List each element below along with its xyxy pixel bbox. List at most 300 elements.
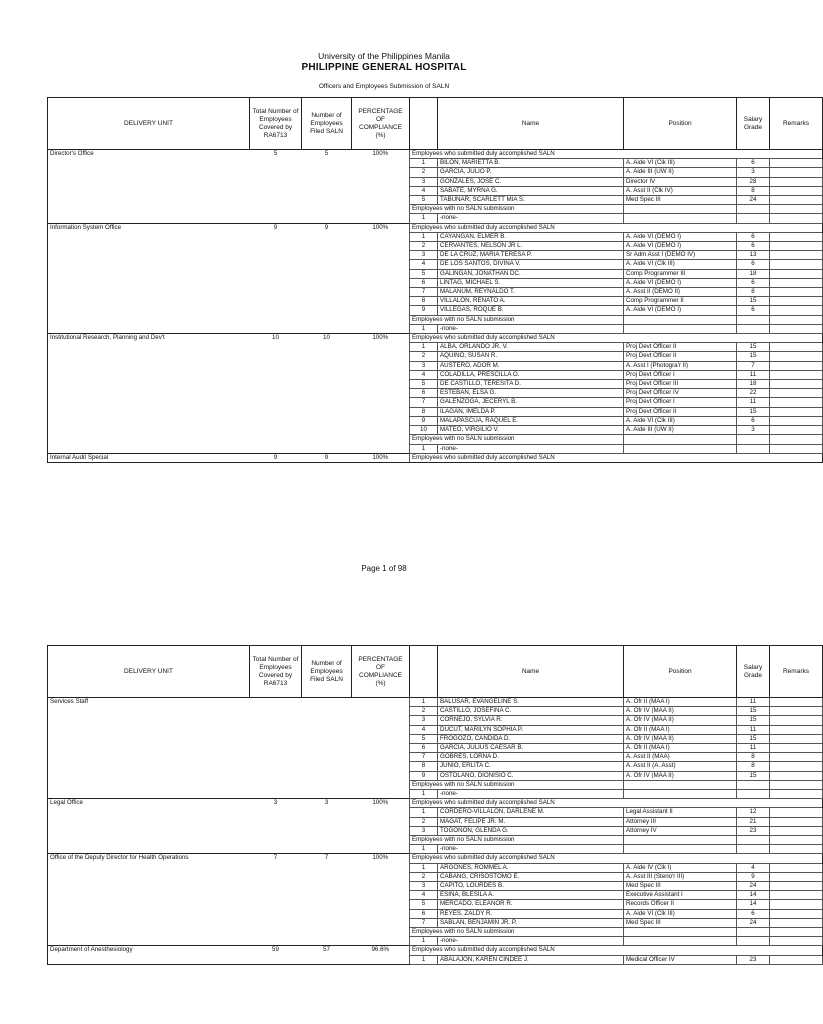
salary-grade: 18 xyxy=(737,380,770,389)
employee-name: CABANG, CRISOSTOMO E. xyxy=(438,872,624,881)
salary-grade: 8 xyxy=(737,762,770,771)
table-row-none xyxy=(48,324,823,333)
unit-spacer xyxy=(250,278,302,287)
salary-grade: 11 xyxy=(737,725,770,734)
salary-grade: 24 xyxy=(737,196,770,205)
remarks-cell xyxy=(770,398,823,407)
remarks-cell xyxy=(770,297,823,306)
row-number: 7 xyxy=(410,918,438,927)
remarks-cell xyxy=(770,928,823,937)
unit-spacer xyxy=(250,324,302,333)
no-submission-label: Employees with no SALN submission xyxy=(410,836,624,845)
employee-name: DE LOS SANTOS, DIVINA V. xyxy=(438,260,624,269)
employee-position: A. Aide IV (Clk I) xyxy=(624,863,737,872)
remarks-cell xyxy=(770,716,823,725)
unit-spacer xyxy=(302,955,352,964)
table-row xyxy=(48,361,823,370)
employee-position: Proj Devt Officer II xyxy=(624,343,737,352)
grade-cell xyxy=(737,315,770,324)
row-number: 3 xyxy=(410,177,438,186)
employee-name: ALBA, ORLANDO JR. V. xyxy=(438,343,624,352)
employee-name: CASTILLO, JOSEFINA C. xyxy=(438,707,624,716)
unit-spacer xyxy=(352,232,410,241)
remarks-cell xyxy=(770,863,823,872)
unit-spacer xyxy=(250,707,302,716)
remarks-cell xyxy=(770,186,823,195)
col-header-salary-grade: Salary Grade xyxy=(737,646,770,698)
employee-position: Attorney IV xyxy=(624,826,737,835)
salary-grade: 14 xyxy=(737,891,770,900)
unit-spacer xyxy=(302,315,352,324)
employee-position: Proj Devt Officer IV xyxy=(624,389,737,398)
employee-name: GALINGAN, JONATHAN DC. xyxy=(438,269,624,278)
table-row-nosub xyxy=(48,205,823,214)
unit-spacer xyxy=(302,380,352,389)
unit-spacer xyxy=(352,808,410,817)
unit-spacer xyxy=(48,389,250,398)
unit-spacer xyxy=(250,214,302,223)
unit-spacer xyxy=(250,168,302,177)
unit-spacer xyxy=(250,909,302,918)
unit-spacer xyxy=(352,872,410,881)
position-cell xyxy=(624,845,737,854)
employee-name: OSTOLANO, DIONISIO C. xyxy=(438,771,624,780)
grade-cell xyxy=(737,444,770,453)
employee-name: GARCIA, JULIUS CAESAR B. xyxy=(438,744,624,753)
unit-spacer xyxy=(250,716,302,725)
employee-position: A. Aide VI (Clk III) xyxy=(624,260,737,269)
compliance-percentage: 100% xyxy=(352,223,410,232)
employee-position: Comp Programmer III xyxy=(624,269,737,278)
unit-spacer xyxy=(48,882,250,891)
unit-spacer xyxy=(302,426,352,435)
employee-name: CORNEJO, SYLVIA R. xyxy=(438,716,624,725)
remarks-cell xyxy=(770,306,823,315)
compliance-percentage: 100% xyxy=(352,453,410,462)
submitted-label: Employees who submitted duly accomplished SALN xyxy=(410,946,823,955)
table-row xyxy=(48,762,823,771)
row-number: 1 xyxy=(410,955,438,964)
unit-spacer xyxy=(302,361,352,370)
row-number: 1 xyxy=(410,808,438,817)
unit-spacer xyxy=(302,214,352,223)
col-header-position: Position xyxy=(624,98,737,150)
none-label: -none- xyxy=(438,845,624,854)
table-row xyxy=(48,955,823,964)
employee-name: BALUSAR, EVANGELINE S. xyxy=(438,698,624,707)
unit-spacer xyxy=(48,771,250,780)
unit-spacer xyxy=(48,734,250,743)
unit-spacer xyxy=(250,882,302,891)
employee-position: Sr Adm Asst I (DEMO IV) xyxy=(624,251,737,260)
no-submission-label: Employees with no SALN submission xyxy=(410,315,624,324)
unit-spacer xyxy=(48,407,250,416)
table-row xyxy=(48,725,823,734)
salary-grade: 9 xyxy=(737,872,770,881)
unit-spacer xyxy=(352,836,410,845)
employee-name: ABALAJON, KAREN CINDEE J. xyxy=(438,955,624,964)
unit-spacer xyxy=(352,863,410,872)
row-number: 1 xyxy=(410,343,438,352)
row-number: 6 xyxy=(410,278,438,287)
unit-spacer xyxy=(48,845,250,854)
filed-saln-count: 57 xyxy=(302,946,352,955)
unit-spacer xyxy=(352,725,410,734)
remarks-cell xyxy=(770,780,823,789)
unit-spacer xyxy=(250,955,302,964)
remarks-cell xyxy=(770,918,823,927)
table-row-none xyxy=(48,790,823,799)
filed-saln-count: 3 xyxy=(302,799,352,808)
col-header-remarks: Remarks xyxy=(770,646,823,698)
row-number: 2 xyxy=(410,168,438,177)
unit-spacer xyxy=(250,928,302,937)
row-number: 4 xyxy=(410,725,438,734)
unit-spacer xyxy=(302,753,352,762)
unit-spacer xyxy=(302,389,352,398)
row-number: 2 xyxy=(410,352,438,361)
unit-spacer xyxy=(250,242,302,251)
salary-grade: 8 xyxy=(737,186,770,195)
unit-spacer xyxy=(352,780,410,789)
delivery-unit-name: Services Staff xyxy=(48,698,250,707)
compliance-percentage: 100% xyxy=(352,150,410,159)
table-row xyxy=(48,426,823,435)
unit-spacer xyxy=(352,416,410,425)
salary-grade: 21 xyxy=(737,817,770,826)
unit-spacer xyxy=(48,900,250,909)
table-row-banner xyxy=(48,334,823,343)
unit-spacer xyxy=(48,177,250,186)
unit-spacer xyxy=(250,836,302,845)
table-row xyxy=(48,177,823,186)
unit-spacer xyxy=(352,762,410,771)
table-row xyxy=(48,817,823,826)
table-row xyxy=(48,900,823,909)
table-row xyxy=(48,707,823,716)
compliance-percentage: 96.6% xyxy=(352,946,410,955)
remarks-cell xyxy=(770,882,823,891)
unit-spacer xyxy=(302,826,352,835)
unit-spacer xyxy=(250,826,302,835)
remarks-cell xyxy=(770,444,823,453)
unit-spacer xyxy=(302,836,352,845)
unit-spacer xyxy=(352,297,410,306)
unit-spacer xyxy=(250,808,302,817)
unit-spacer xyxy=(352,918,410,927)
unit-spacer xyxy=(48,196,250,205)
row-number: 8 xyxy=(410,762,438,771)
saln-table-page-2 xyxy=(47,645,823,965)
submitted-label: Employees who submitted duly accomplished SALN xyxy=(410,453,823,462)
unit-spacer xyxy=(250,232,302,241)
col-header-delivery-unit: DELIVERY UNIT xyxy=(48,646,250,698)
hospital-name: PHILIPPINE GENERAL HOSPITAL xyxy=(301,62,467,73)
remarks-cell xyxy=(770,707,823,716)
unit-spacer xyxy=(48,872,250,881)
unit-spacer xyxy=(250,315,302,324)
unit-spacer xyxy=(250,416,302,425)
unit-spacer xyxy=(250,817,302,826)
table-row xyxy=(48,398,823,407)
unit-spacer xyxy=(250,205,302,214)
row-number: 4 xyxy=(410,891,438,900)
position-cell xyxy=(624,315,737,324)
total-employees xyxy=(250,698,302,707)
salary-grade: 3 xyxy=(737,168,770,177)
employee-position: A. Aide VI (Clk III) xyxy=(624,909,737,918)
salary-grade: 15 xyxy=(737,771,770,780)
col-header-total-employees: Total Number of Employees Covered by RA6713 xyxy=(250,646,302,698)
delivery-unit-name: Information System Office xyxy=(48,223,250,232)
employee-position: A. Asst III (Steno'r III) xyxy=(624,872,737,881)
employee-position: A. Ofr II (MAA I) xyxy=(624,725,737,734)
no-submission-label: Employees with no SALN submission xyxy=(410,435,624,444)
grade-cell xyxy=(737,937,770,946)
unit-spacer xyxy=(250,863,302,872)
row-number: 7 xyxy=(410,753,438,762)
unit-spacer xyxy=(302,928,352,937)
remarks-cell xyxy=(770,251,823,260)
employee-position: Proj Devt Officer I xyxy=(624,370,737,379)
compliance-percentage: 100% xyxy=(352,799,410,808)
table-row xyxy=(48,288,823,297)
unit-spacer xyxy=(352,251,410,260)
salary-grade: 7 xyxy=(737,361,770,370)
table-row xyxy=(48,416,823,425)
table-row xyxy=(48,407,823,416)
unit-spacer xyxy=(352,891,410,900)
unit-spacer xyxy=(48,380,250,389)
salary-grade: 14 xyxy=(737,900,770,909)
row-number: 9 xyxy=(410,306,438,315)
table-row xyxy=(48,744,823,753)
unit-spacer xyxy=(250,725,302,734)
table-row xyxy=(48,159,823,168)
unit-spacer xyxy=(250,260,302,269)
salary-grade: 13 xyxy=(737,251,770,260)
unit-spacer xyxy=(48,762,250,771)
unit-spacer xyxy=(250,744,302,753)
row-number: 1 xyxy=(410,937,438,946)
unit-spacer xyxy=(48,435,250,444)
remarks-cell xyxy=(770,278,823,287)
employee-position: A. Aide VI (DEMO I) xyxy=(624,278,737,287)
unit-spacer xyxy=(250,370,302,379)
table-row-none xyxy=(48,937,823,946)
filed-saln-count: 5 xyxy=(302,150,352,159)
remarks-cell xyxy=(770,370,823,379)
table-row-none xyxy=(48,214,823,223)
unit-spacer xyxy=(302,891,352,900)
table-row xyxy=(48,306,823,315)
remarks-cell xyxy=(770,361,823,370)
filed-saln-count: 7 xyxy=(302,854,352,863)
unit-spacer xyxy=(352,435,410,444)
unit-spacer xyxy=(302,845,352,854)
position-cell xyxy=(624,214,737,223)
table-row-nosub xyxy=(48,780,823,789)
submitted-label: Employees who submitted duly accomplished SALN xyxy=(410,334,823,343)
unit-spacer xyxy=(302,744,352,753)
salary-grade: 3 xyxy=(737,426,770,435)
unit-spacer xyxy=(302,186,352,195)
salary-grade: 6 xyxy=(737,416,770,425)
row-number: 6 xyxy=(410,744,438,753)
grade-cell xyxy=(737,324,770,333)
unit-spacer xyxy=(352,177,410,186)
employee-position: Medical Officer IV xyxy=(624,955,737,964)
row-number: 5 xyxy=(410,900,438,909)
salary-grade: 6 xyxy=(737,306,770,315)
unit-spacer xyxy=(352,352,410,361)
row-number: 1 xyxy=(410,698,438,707)
unit-spacer xyxy=(48,398,250,407)
unit-spacer xyxy=(48,306,250,315)
none-label: -none- xyxy=(438,937,624,946)
unit-spacer xyxy=(302,407,352,416)
unit-spacer xyxy=(352,343,410,352)
unit-spacer xyxy=(302,725,352,734)
total-employees: 7 xyxy=(250,854,302,863)
employee-position: Director IV xyxy=(624,177,737,186)
employee-name: LINTAG, MICHAEL S. xyxy=(438,278,624,287)
unit-spacer xyxy=(250,177,302,186)
delivery-unit-name: Institutional Research, Planning and Dev't xyxy=(48,334,250,343)
unit-spacer xyxy=(302,343,352,352)
table-row-banner xyxy=(48,223,823,232)
unit-spacer xyxy=(352,882,410,891)
employee-position: A. Ofr IV (MAA II) xyxy=(624,707,737,716)
unit-spacer xyxy=(250,444,302,453)
unit-spacer xyxy=(302,297,352,306)
remarks-cell xyxy=(770,826,823,835)
employee-position: A. Asst II (MAA) xyxy=(624,753,737,762)
unit-spacer xyxy=(48,269,250,278)
employee-name: ARGONES, ROMMEL A. xyxy=(438,863,624,872)
unit-spacer xyxy=(302,444,352,453)
unit-spacer xyxy=(302,734,352,743)
remarks-cell xyxy=(770,872,823,881)
unit-spacer xyxy=(352,407,410,416)
salary-grade: 6 xyxy=(737,260,770,269)
table-row xyxy=(48,380,823,389)
unit-spacer xyxy=(302,900,352,909)
unit-spacer xyxy=(352,380,410,389)
unit-spacer xyxy=(302,918,352,927)
row-number: 7 xyxy=(410,398,438,407)
salary-grade: 15 xyxy=(737,343,770,352)
row-number: 10 xyxy=(410,426,438,435)
unit-spacer xyxy=(48,891,250,900)
grade-cell xyxy=(737,435,770,444)
unit-spacer xyxy=(302,324,352,333)
remarks-cell xyxy=(770,435,823,444)
compliance-percentage: 100% xyxy=(352,854,410,863)
employee-name: ESTEBAN, ELSA G. xyxy=(438,389,624,398)
unit-spacer xyxy=(48,909,250,918)
unit-spacer xyxy=(48,928,250,937)
employee-name: BILON, MARIETTA B. xyxy=(438,159,624,168)
table-row xyxy=(48,297,823,306)
unit-spacer xyxy=(352,186,410,195)
delivery-unit-name: Legal Office xyxy=(48,799,250,808)
salary-grade: 6 xyxy=(737,242,770,251)
unit-spacer xyxy=(352,398,410,407)
unit-spacer xyxy=(352,196,410,205)
unit-spacer xyxy=(352,707,410,716)
unit-spacer xyxy=(302,762,352,771)
table-row-none xyxy=(48,845,823,854)
employee-position: A. Ofr II (MAA I) xyxy=(624,744,737,753)
unit-spacer xyxy=(302,288,352,297)
col-header-delivery-unit: DELIVERY UNIT xyxy=(48,98,250,150)
col-header-number xyxy=(410,646,438,698)
remarks-cell xyxy=(770,380,823,389)
employee-name: GOBRES, LORNA D. xyxy=(438,753,624,762)
remarks-cell xyxy=(770,891,823,900)
salary-grade: 22 xyxy=(737,389,770,398)
table-row xyxy=(48,808,823,817)
col-header-remarks: Remarks xyxy=(770,98,823,150)
submitted-label: Employees who submitted duly accomplished SALN xyxy=(410,150,823,159)
row-number: 5 xyxy=(410,734,438,743)
table-row xyxy=(48,753,823,762)
unit-spacer xyxy=(250,937,302,946)
table-row xyxy=(48,826,823,835)
table-row-nosub xyxy=(48,836,823,845)
table-row xyxy=(48,891,823,900)
unit-spacer xyxy=(352,937,410,946)
table-row-banner xyxy=(48,799,823,808)
total-employees: 5 xyxy=(250,150,302,159)
remarks-cell xyxy=(770,836,823,845)
row-number: 2 xyxy=(410,872,438,881)
unit-spacer xyxy=(302,863,352,872)
unit-spacer xyxy=(302,771,352,780)
employee-position: Med Spec III xyxy=(624,882,737,891)
row-number: 9 xyxy=(410,416,438,425)
unit-spacer xyxy=(302,882,352,891)
unit-spacer xyxy=(302,435,352,444)
position-cell xyxy=(624,790,737,799)
remarks-cell xyxy=(770,937,823,946)
unit-spacer xyxy=(352,817,410,826)
remarks-cell xyxy=(770,753,823,762)
filed-saln-count: 10 xyxy=(302,334,352,343)
unit-spacer xyxy=(250,734,302,743)
unit-spacer xyxy=(48,744,250,753)
employee-position: Proj Devt Officer II xyxy=(624,407,737,416)
unit-spacer xyxy=(250,900,302,909)
row-number: 3 xyxy=(410,716,438,725)
unit-spacer xyxy=(250,872,302,881)
table-header-row xyxy=(48,98,823,150)
table-row-banner xyxy=(48,946,823,955)
filed-saln-count xyxy=(302,698,352,707)
filed-saln-count: 9 xyxy=(302,223,352,232)
unit-spacer xyxy=(352,771,410,780)
unit-spacer xyxy=(250,753,302,762)
salary-grade: 6 xyxy=(737,278,770,287)
employee-name: GALENZOGA, JECERYL B. xyxy=(438,398,624,407)
remarks-cell xyxy=(770,205,823,214)
remarks-cell xyxy=(770,242,823,251)
table-row-nosub xyxy=(48,928,823,937)
salary-grade: 15 xyxy=(737,407,770,416)
employee-name: COLADILLA, PRESCILLA O. xyxy=(438,370,624,379)
unit-spacer xyxy=(250,159,302,168)
